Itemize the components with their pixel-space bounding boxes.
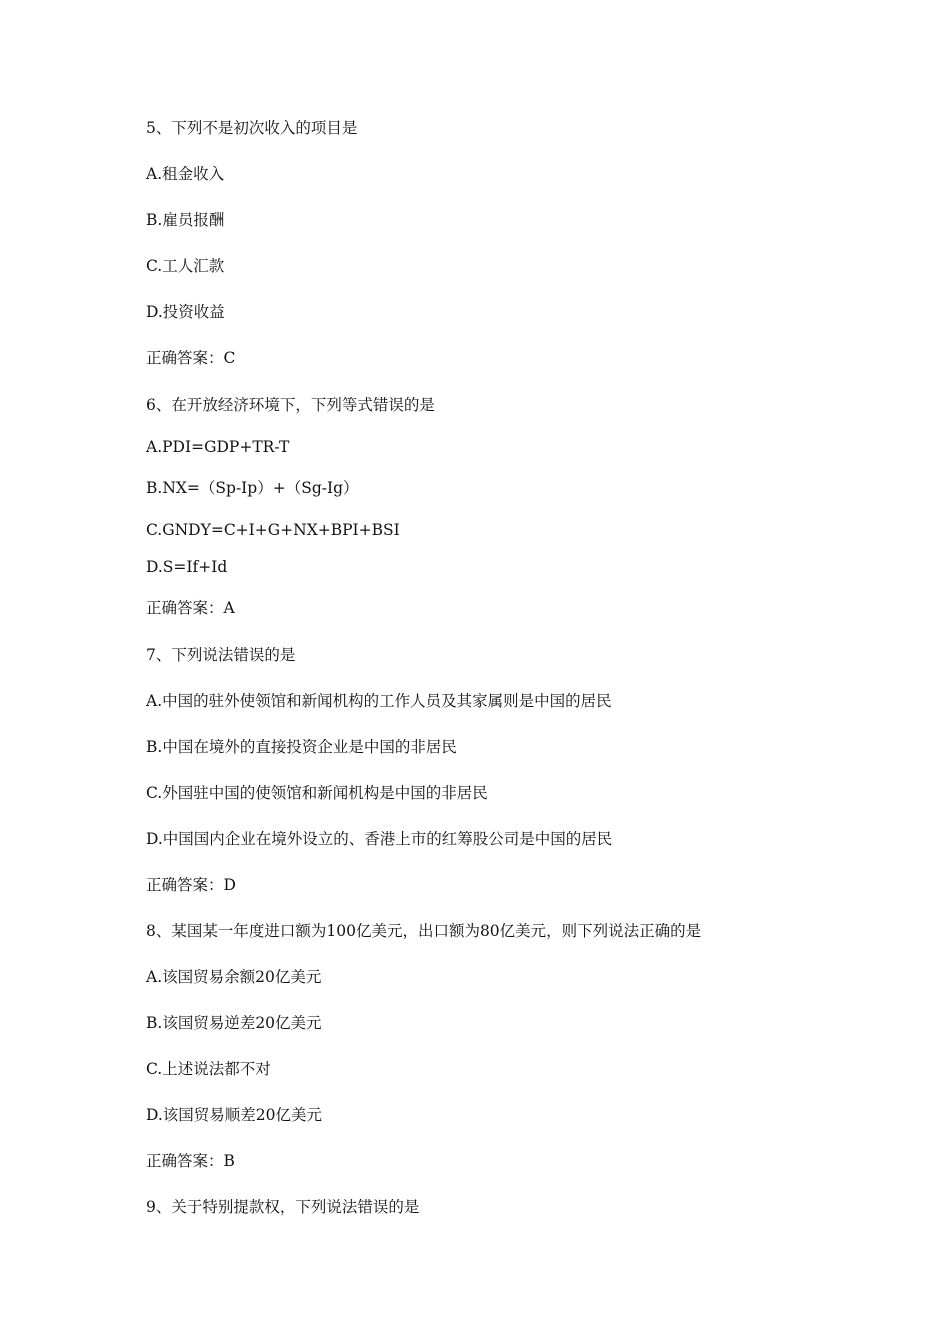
question-8-stem: 8、某国某一年度进口额为100亿美元，出口额为80亿美元，则下列说法正确的是 (146, 922, 702, 940)
question-5-stem: 5、下列不是初次收入的项目是 (146, 119, 358, 137)
question-9-stem: 9、关于特别提款权，下列说法错误的是 (146, 1198, 420, 1216)
question-7-stem: 7、下列说法错误的是 (146, 646, 296, 664)
question-7-option-b: B.中国在境外的直接投资企业是中国的非居民 (146, 738, 457, 756)
question-8-option-d: D.该国贸易顺差20亿美元 (146, 1106, 323, 1124)
question-8-option-c: C.上述说法都不对 (146, 1060, 271, 1078)
question-6-option-d: D.S=If+Id (146, 558, 228, 576)
question-7-option-a: A.中国的驻外使领馆和新闻机构的工作人员及其家属则是中国的居民 (146, 692, 612, 710)
question-6-answer: 正确答案：A (146, 599, 235, 617)
question-5-option-d: D.投资收益 (146, 303, 225, 321)
question-7-option-c: C.外国驻中国的使领馆和新闻机构是中国的非居民 (146, 784, 488, 802)
question-8-option-b: B.该国贸易逆差20亿美元 (146, 1014, 322, 1032)
question-8-answer: 正确答案：B (146, 1152, 235, 1170)
question-7-option-d: D.中国国内企业在境外设立的、香港上市的红筹股公司是中国的居民 (146, 830, 613, 848)
question-8-option-a: A.该国贸易余额20亿美元 (146, 968, 322, 986)
question-6-option-a: A.PDI=GDP+TR-T (146, 438, 290, 456)
question-7-answer: 正确答案：D (146, 876, 236, 894)
question-6-option-c: C.GNDY=C+I+G+NX+BPI+BSI (146, 521, 400, 539)
question-5-option-b: B.雇员报酬 (146, 211, 225, 229)
question-5-answer: 正确答案：C (146, 349, 236, 367)
question-6-stem: 6、在开放经济环境下，下列等式错误的是 (146, 396, 435, 414)
question-6-option-b: B.NX=（Sp-Ip）+（Sg-Ig） (146, 479, 359, 497)
question-5-option-c: C.工人汇款 (146, 257, 225, 275)
question-5-option-a: A.租金收入 (146, 165, 225, 183)
